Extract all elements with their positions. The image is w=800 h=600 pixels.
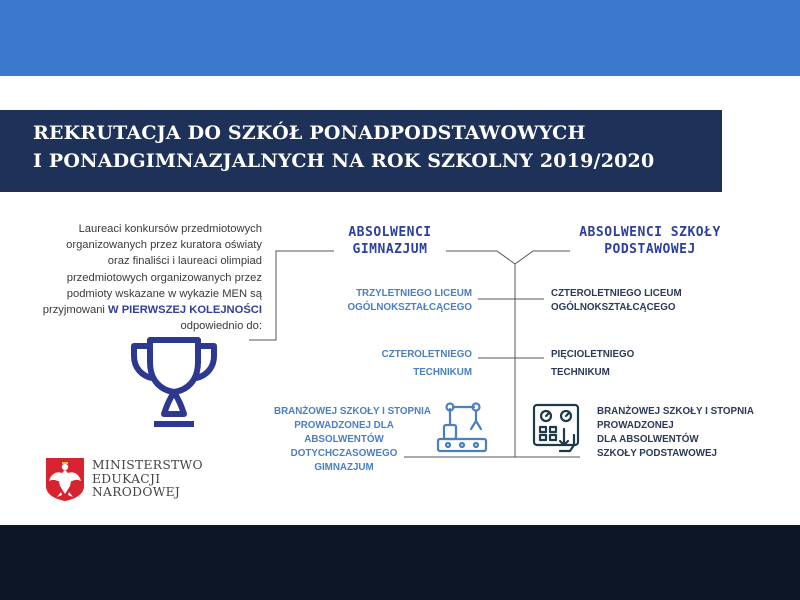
control-panel-icon — [530, 401, 584, 455]
ministry-logo-text — [92, 459, 203, 500]
logo-line: MINISTERSTWO — [92, 458, 203, 472]
option-line: GIMNAZJUM — [314, 462, 374, 473]
page-title-line-2: I PONADGIMNAZJALNYCH NA ROK SZKOLNY 2019/2020 — [33, 150, 655, 172]
trophy-icon — [128, 336, 220, 428]
priority-highlight: W PIERWSZEJ KOLEJNOŚCI — [108, 304, 262, 317]
intro-line: przedmiotowych organizowanych przez — [66, 271, 262, 284]
option-line: CZTEROLETNIEGO — [381, 349, 472, 360]
option-line: TECHNIKUM — [413, 367, 472, 378]
gimnazjum-option-liceum — [348, 287, 472, 315]
logo-line: EDUKACJI — [92, 471, 161, 486]
intro-line: organizowanych przez kuratora oświaty — [66, 239, 262, 252]
logo-line: NARODOWEJ — [92, 485, 181, 499]
heading-line: ABSOLWENCI SZKOŁY — [579, 225, 721, 240]
page-title-line-1: REKRUTACJA DO SZKÓŁ PONADPODSTAWOWYCH — [33, 122, 586, 144]
intro-line: oraz finaliści i laureaci olimpiad — [107, 255, 262, 268]
eagle-emblem-icon — [44, 456, 86, 502]
option-line: PROWADZONEJ — [597, 420, 674, 431]
intro-line: podmioty wskazane w wykazie MEN są — [66, 287, 262, 300]
option-line: TRZYLETNIEGO LICEUM — [356, 288, 472, 299]
heading-podstawowa — [560, 224, 740, 258]
option-line: DOTYCHCZASOWEGO — [290, 448, 398, 459]
robot-arm-icon — [434, 399, 490, 455]
heading-gimnazjum — [328, 224, 452, 258]
option-line: OGÓLNOKSZTAŁCĄCEGO — [347, 302, 472, 313]
option-line: OGÓLNOKSZTAŁCĄCEGO — [551, 302, 676, 313]
option-line: PIĘCIOLETNIEGO — [551, 349, 635, 360]
podstawowa-option-technikum — [551, 348, 634, 380]
option-line: BRANŻOWEJ SZKOŁY I STOPNIA — [274, 406, 431, 417]
intro-line: odpowiednio do: — [180, 320, 262, 333]
heading-line: ABSOLWENCI — [348, 225, 432, 240]
option-line: PROWADZONEJ DLA — [294, 420, 394, 431]
option-line: BRANŻOWEJ SZKOŁY I STOPNIA — [597, 406, 754, 417]
podstawowa-option-branzowa — [597, 405, 754, 461]
heading-line: GIMNAZJUM — [352, 242, 428, 257]
intro-line: Laureaci konkursów przedmiotowych — [78, 223, 262, 235]
gimnazjum-option-technikum — [382, 348, 472, 380]
gimnazjum-option-branzowa — [274, 405, 431, 475]
option-line: CZTEROLETNIEGO LICEUM — [551, 288, 682, 299]
option-line: TECHNIKUM — [551, 367, 610, 378]
heading-line: PODSTAWOWEJ — [604, 242, 696, 257]
option-line: SZKOŁY PODSTAWOWEJ — [597, 448, 717, 459]
option-line: DLA ABSOLWENTÓW — [597, 434, 699, 445]
option-line: ABSOLWENTÓW — [304, 434, 384, 445]
bottom-bar — [0, 525, 800, 600]
podstawowa-option-liceum — [551, 287, 682, 315]
intro-text-start: przyjmowani — [42, 304, 105, 317]
